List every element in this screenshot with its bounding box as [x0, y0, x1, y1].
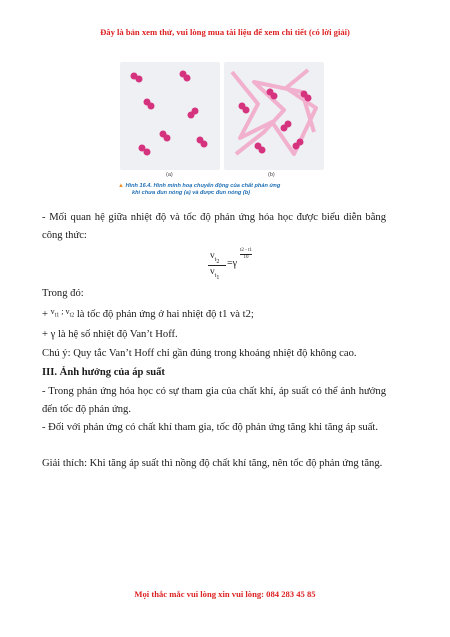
formula-exponent: t2 - t1 10	[240, 248, 252, 260]
para-relation: - Mối quan hệ giữa nhiệt độ và tốc độ phản ứng hóa học được biểu diễn bằng công thức:	[42, 212, 386, 241]
molecules-heated-image	[224, 62, 324, 170]
panel-heated	[224, 62, 324, 170]
contact-banner: Mọi thắc mắc vui lòng xin vui lòng: 084 283 45 85	[134, 589, 316, 599]
formula-denominator: $v_{t_1}$	[210, 267, 220, 282]
molecules-unheated-image	[120, 62, 220, 170]
fraction-bar	[208, 265, 226, 266]
triangle-icon: ▲	[118, 183, 124, 189]
para-pressure-3: Giải thích: Khi tăng áp suất thì nồng độ chất khí tăng, nên tốc độ phản ứng tăng.	[42, 458, 383, 469]
figure-caption	[118, 183, 332, 197]
caption-title: Hình 16.4.	[125, 183, 152, 189]
caption-line2: khi chưa đun nóng (a) và được đun nóng (b)	[132, 190, 251, 196]
item-gamma: + γ là hệ số nhiệt độ Van’t Hoff.	[42, 329, 178, 340]
preview-banner: Đây là bản xem thử, vui lòng mua tài liệu để xem chi tiết (có lời giải)	[100, 27, 350, 37]
vant-hoff-formula	[205, 248, 265, 284]
panel-unheated	[120, 62, 220, 170]
formula-gamma: =γ	[227, 258, 238, 269]
label-b: (b)	[268, 172, 275, 178]
formula-numerator: $v_{t_2}$	[210, 251, 220, 266]
section-heading-pressure: III. Ảnh hưởng của áp suất	[42, 367, 165, 378]
para-pressure-1: - Trong phản ứng hóa học có sự tham gia của chất khí, áp suất có thể ảnh hưởng đến tốc độ phản ứng.	[42, 386, 386, 415]
para-pressure-2: - Đối với phản ứng có chất khí tham gia, tốc độ phản ứng tăng khi tăng áp suất.	[42, 422, 379, 433]
note: Chú ý: Quy tắc Van’t Hoff chỉ gần đúng trong khoảng nhiệt độ không cao.	[42, 348, 357, 359]
label-a: (a)	[166, 172, 173, 178]
item-rates: + $^{v_{t1} ; v_{t2}}$ là tốc độ phản ứng ở hai nhiệt độ t1 và t2;	[42, 307, 254, 320]
reaction-figure	[118, 62, 332, 202]
caption-line1: Hình minh hoạ chuyển động của chất phản ứng	[153, 183, 281, 189]
where-label: Trong đó:	[42, 288, 84, 299]
